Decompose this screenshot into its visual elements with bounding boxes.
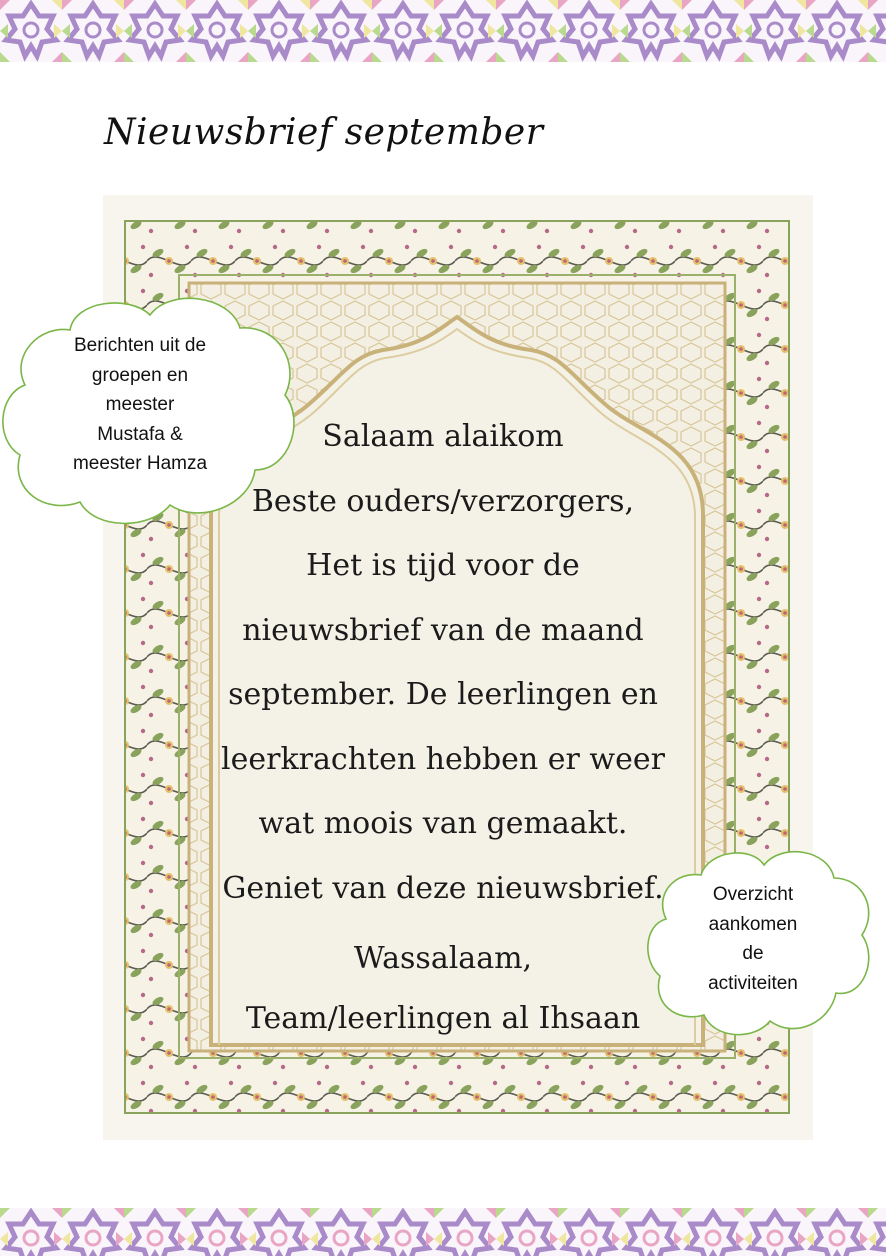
- page-title: Nieuwsbrief september: [104, 112, 544, 153]
- cloud-line: aankomen: [708, 913, 798, 935]
- letter-line: Geniet van deze nieuwsbrief.: [222, 870, 664, 906]
- cloud-line: groepen en: [91, 364, 189, 386]
- letter-line: nieuwsbrief van de maand: [242, 612, 644, 648]
- cloud-text-groups: [40, 331, 240, 479]
- cloud-line: meester: [105, 394, 175, 415]
- letter-line: Beste ouders/verzorgers,: [251, 483, 635, 519]
- cloud-line: meester Hamza: [72, 453, 208, 474]
- cloud-line: Berichten uit de: [73, 335, 207, 356]
- letter-closing: Wassalaam,: [353, 941, 533, 976]
- cloud-line: Mustafa &: [97, 423, 183, 445]
- cloud-line: de: [742, 943, 764, 964]
- letter-line: Het is tijd voor de: [306, 548, 580, 583]
- cloud-text-activities: [668, 880, 838, 998]
- letter-line: september. De leerlingen en: [228, 677, 658, 712]
- letter-signature: Team/leerlingen al Ihsaan: [245, 1001, 641, 1036]
- letter-line: leerkrachten hebben er weer: [221, 741, 665, 777]
- letter-line: wat moois van gemaakt.: [258, 806, 628, 841]
- cloud-line: Overzicht: [712, 884, 794, 905]
- bottom-pattern-band: [0, 1208, 886, 1256]
- top-pattern-band: [0, 0, 886, 62]
- letter-line: Salaam alaikom: [322, 419, 564, 454]
- cloud-line: activiteiten: [708, 972, 798, 994]
